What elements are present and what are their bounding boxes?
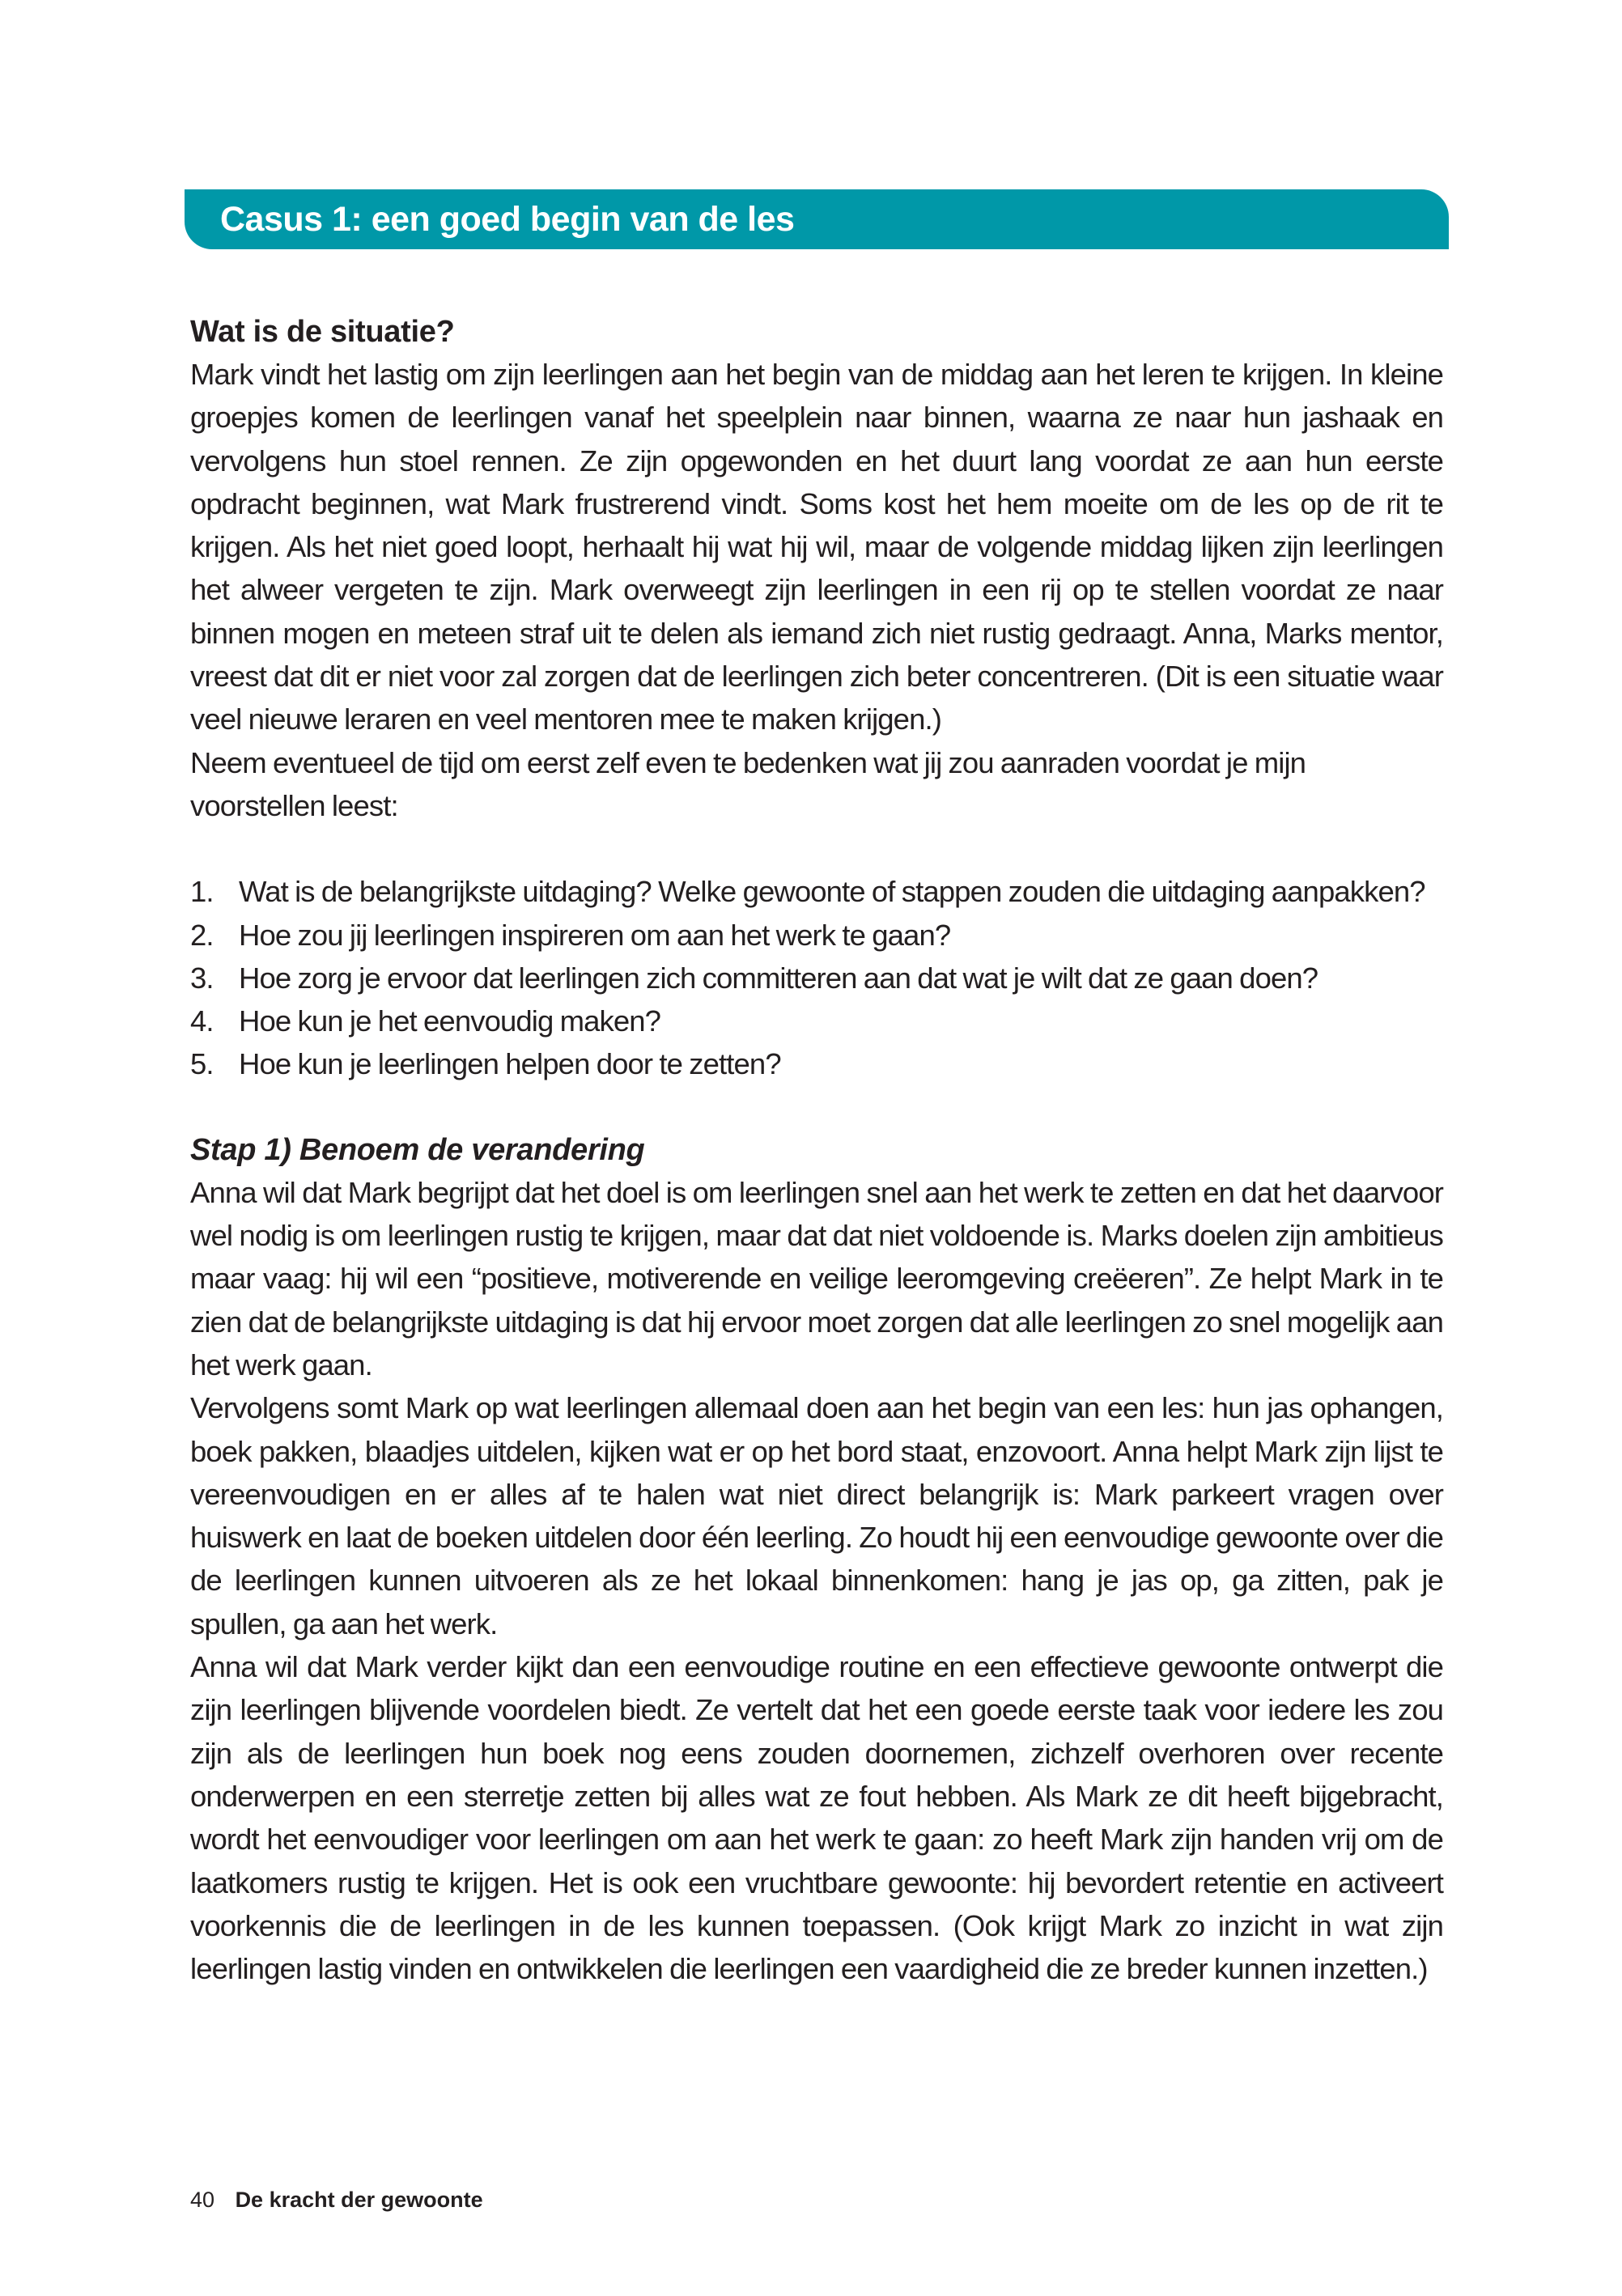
case-title: Casus 1: een goed begin van de les bbox=[220, 200, 795, 239]
question-number: 4. bbox=[190, 1004, 214, 1038]
question-number: 2. bbox=[190, 918, 214, 952]
situation-paragraph: Mark vindt het lastig om zijn leerlingen aan het begin van de middag aan het leren te krijgen. In kleine groepjes komen de leerlingen vanaf het speelplein naar binnen, waarna ze naar hun jashaak en vervolgens hun stoel rennen. Ze zijn opgewonden en het duurt lang voordat ze aan hun eerste opdracht beginnen, wat Mark frustrerend vindt. Soms kost het hem moeite om de les op de rit te krijgen. Als het niet goed loopt, herhaalt hij wat hij wil, maar de volgende middag lijken zijn leerlingen het alweer vergeten te zijn. Mark overweegt zijn leerlingen in een rij op te stellen voordat ze naar binnen mogen en meteen straf uit te delen als iemand zich niet rustig gedraagt. Anna, Marks mentor, vreest dat dit er niet voor zal zorgen dat de leerlingen zich beter concentreren. (Dit is een situatie waar veel nieuwe leraren en veel mentoren mee te maken krijgen.) bbox=[190, 358, 1443, 736]
question-item bbox=[190, 870, 1443, 913]
question-number: 3. bbox=[190, 961, 214, 995]
question-number: 1. bbox=[190, 875, 214, 909]
main-content bbox=[190, 311, 1443, 1990]
question-item bbox=[190, 957, 1443, 999]
step1-paragraph: Anna wil dat Mark verder kijkt dan een eenvoudige routine en een effectieve gewoonte ontwerpt die zijn leerlingen blijvende voordelen biedt. Ze vertelt dat het een goede eerste taak voor iedere les zou zijn als de leerlingen hun boek nog eens zouden doornemen, zichzelf overhoren over recente onderwerpen en een sterretje zetten bij alles wat ze fout hebben. Als Mark ze dit heeft bijgebracht, wordt het eenvoudiger voor leerlingen om aan het werk te gaan: zo heeft Mark zijn handen vrij om de laatkomers rustig te krijgen. Het is ook een vruchtbare gewoonte: hij bevordert retentie en activeert voorkennis die de leerlingen in de les kunnen toepassen. (Ook krijgt Mark zo inzicht in wat zijn leerlingen lastig vinden en ontwikkelen die leerlingen een vaardigheid die ze breder kunnen inzetten.) bbox=[190, 1650, 1443, 1986]
question-text: Hoe kun je het eenvoudig maken? bbox=[239, 1004, 661, 1038]
case-title-banner bbox=[185, 189, 1449, 249]
step1-paragraph: Anna wil dat Mark begrijpt dat het doel is om leerlingen snel aan het werk te zetten en dat het daarvoor wel nodig is om leerlingen rustig te krijgen, maar dat dat niet voldoende is. Marks doelen zijn ambitieus maar vaag: hij wil een “positieve, motiverende en veilige leeromgeving creëeren”. Ze helpt Mark in te zien dat de belangrijkste uitdaging is dat hij ervoor moet zorgen dat alle leerlingen zo snel mogelijk aan het werk gaan. bbox=[190, 1175, 1443, 1381]
situation-heading: Wat is de situatie? bbox=[190, 315, 455, 349]
page-number: 40 bbox=[190, 2188, 215, 2212]
question-item bbox=[190, 914, 1443, 957]
question-item bbox=[190, 1042, 1443, 1085]
step1-heading: Stap 1) Benoem de verandering bbox=[190, 1132, 645, 1167]
question-list bbox=[190, 870, 1443, 1085]
page-footer bbox=[190, 2185, 483, 2214]
question-text: Wat is de belangrijkste uitdaging? Welke gewoonte of stappen zouden die uitdaging aanpakken? bbox=[239, 875, 1425, 909]
situation-prompt: Neem eventueel de tijd om eerst zelf even te bedenken wat jij zou aanraden voordat je mijn voorstellen leest: bbox=[190, 745, 1306, 822]
question-text: Hoe zou jij leerlingen inspireren om aan het werk te gaan? bbox=[239, 918, 951, 952]
question-number: 5. bbox=[190, 1047, 214, 1081]
step1-paragraph: Vervolgens somt Mark op wat leerlingen allemaal doen aan het begin van een les: hun jas ophangen, boek pakken, blaadjes uitdelen, kijken wat er op het bord staat, enzovoort. Anna helpt Mark zijn lijst te vereenvoudigen en er alles af te halen wat niet direct belangrijk is: Mark parkeert vragen over huiswerk en laat de boeken uitdelen door één leerling. Zo houdt hij een eenvoudige gewoonte over die de leerlingen kunnen uitvoeren als ze het lokaal binnenkomen: hang je jas op, ga zitten, pak je spullen, ga aan het werk. bbox=[190, 1391, 1443, 1640]
question-item bbox=[190, 999, 1443, 1042]
question-text: Hoe kun je leerlingen helpen door te zetten? bbox=[239, 1047, 781, 1081]
running-title: De kracht der gewoonte bbox=[235, 2188, 483, 2212]
question-text: Hoe zorg je ervoor dat leerlingen zich committeren aan dat wat je wilt dat ze gaan doen? bbox=[239, 961, 1318, 995]
